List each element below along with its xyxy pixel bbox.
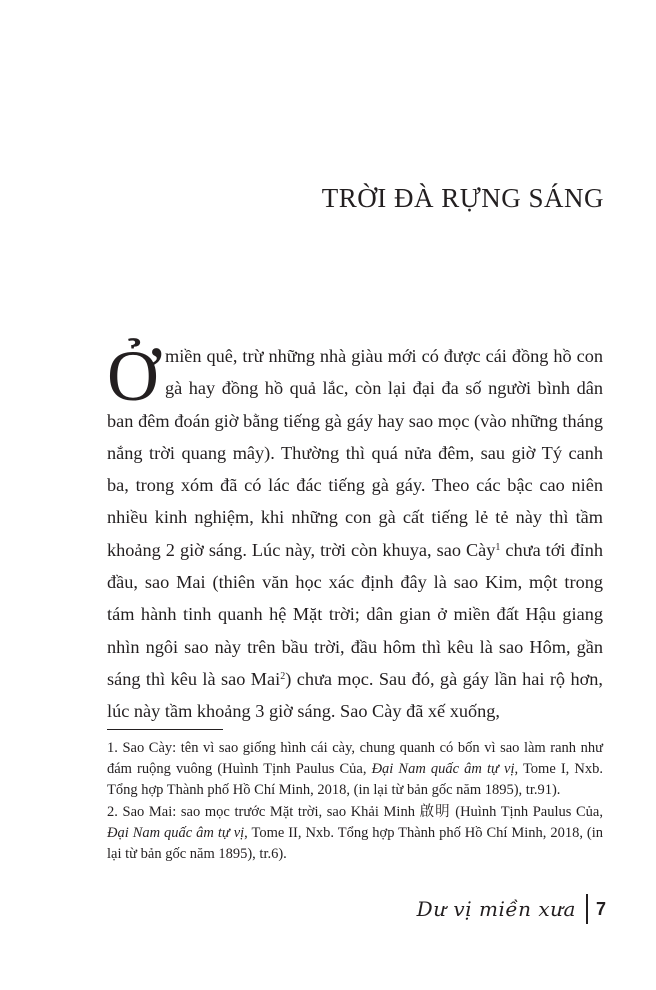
- chapter-title: TRỜI ĐÀ RỰNG SÁNG: [321, 183, 604, 213]
- footnote-1-book-title: Đại Nam quấc âm tự vị: [371, 761, 515, 778]
- body-text-part-1: miền quê, trừ những nhà giàu mới có được cái đồng hồ con gà hay đồng hồ quả lắc, còn lại đại đa số người bình dân ban đêm đoán giờ bằng tiếng gà gáy hay sao mọc (vào những tháng nắng trời quang mây). Thường thì quá nửa đêm, sau giờ Tý canh ba, trong xóm đã có lác đác tiếng gà gáy. Theo các bậc cao niên nhiều kinh nghiệm, khi những con gà cất tiếng lẻ tẻ này thì tầm khoảng 2 giờ sáng. Lúc này, trời còn khuya, sao Cày: [107, 346, 603, 560]
- running-title: Dư vị miền xưa: [416, 897, 576, 921]
- footnote-ref-1[interactable]: 1: [495, 541, 501, 553]
- body-text: [107, 336, 603, 728]
- footer-divider: [586, 894, 588, 924]
- drop-cap: Ở: [107, 336, 159, 416]
- footnote-1: [107, 738, 603, 802]
- footnote-2: [107, 802, 603, 866]
- footnote-ref-2[interactable]: 2: [280, 670, 286, 682]
- footnote-divider: [107, 729, 223, 730]
- footnote-1-source: , Tome I, Nxb. Tổng hợp Thành phố Hồ Chí Minh, 2018, (in lại từ bản gốc năm 1895), tr.91).: [107, 761, 603, 799]
- footnote-2-source: , Tome II, Nxb. Tổng hợp Thành phố Hồ Chí Minh, 2018, (in lại từ bản gốc năm 1895), tr.6).: [107, 824, 604, 863]
- footnotes: [107, 738, 603, 865]
- footnote-2-book-title: Đại Nam quấc âm tự vị: [107, 824, 245, 841]
- body-text-part-2: chưa tới đỉnh đầu, sao Mai (thiên văn học xác định đây là sao Kim, một trong tám hành tinh quanh hệ Mặt trời; dân gian ở miền đất Hậu giang nhìn ngôi sao này trên bầu trời, đầu hôm thì kêu là sao Hôm, gần sáng thì kêu là sao Mai: [107, 539, 603, 689]
- page-footer: [417, 894, 606, 924]
- page-number: 7: [595, 898, 606, 919]
- body-text-part-3: ) chưa mọc. Sau đó, gà gáy lần hai rộ hơn, lúc này tầm khoảng 3 giờ sáng. Sao Cày đã xế xuống,: [107, 668, 603, 722]
- footnote-2-text: 2. Sao Mai: sao mọc trước Mặt trời, sao Khải Minh 啟明 (Huình Tịnh Paulus Của,: [107, 803, 603, 820]
- footnote-1-text: 1. Sao Cày: tên vì sao giống hình cái cày, chung quanh có bốn vì sao làm ranh như đám ruộng vuông (Huình Tịnh Paulus Của,: [107, 740, 603, 778]
- body-paragraph: [107, 336, 603, 728]
